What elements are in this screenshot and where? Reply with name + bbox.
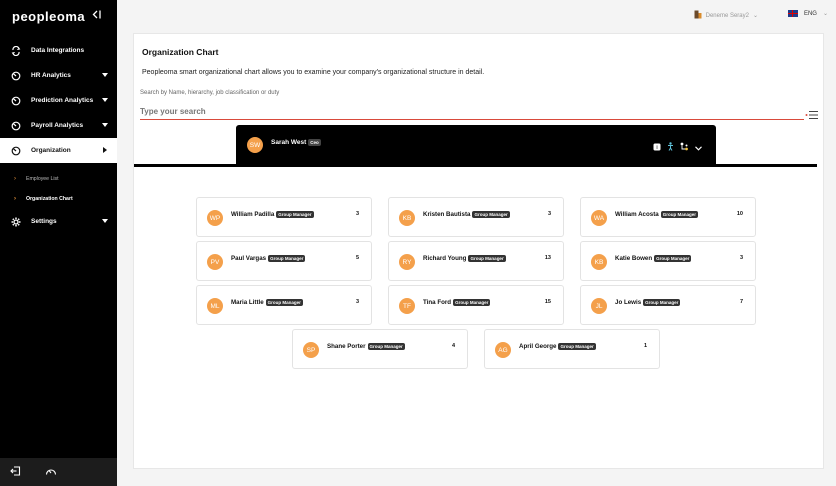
employee-name-row: [327, 343, 405, 350]
employee-name-row: [423, 211, 510, 218]
gear-icon: [11, 217, 21, 227]
role-badge: Group Manager: [470, 256, 504, 261]
subordinate-count: 4: [451, 343, 455, 349]
sidebar-nav: [0, 38, 117, 234]
sidebar-item-settings[interactable]: [0, 209, 117, 234]
sidebar-item-label: Payroll Analytics: [31, 122, 84, 129]
sidebar-subitem-organization-chart[interactable]: [0, 189, 117, 209]
company-name: Deneme Seray2: [705, 12, 749, 19]
sidebar-subitem-employee-list[interactable]: [0, 169, 117, 189]
avatar: KB: [399, 210, 415, 226]
role-badge: Group Manager: [656, 256, 690, 261]
employee-name: Tina Ford: [423, 299, 452, 307]
role-badge: Group Manager: [645, 300, 679, 305]
caret-right-icon: [103, 147, 107, 153]
employee-name: Shane Porter: [327, 343, 366, 351]
employee-card[interactable]: [388, 197, 564, 237]
app-logo: peopleoma: [12, 9, 86, 24]
sidebar: [0, 0, 117, 486]
employee-card[interactable]: [196, 285, 372, 325]
gauge-icon: [11, 71, 21, 81]
employee-card[interactable]: [388, 285, 564, 325]
gauge-icon: [11, 146, 21, 156]
root-node-actions: [653, 138, 702, 156]
avatar: RY: [399, 254, 415, 270]
caret-down-icon: [102, 98, 108, 102]
employee-name: Maria Little: [231, 299, 264, 307]
gauge-icon: [11, 96, 21, 106]
info-icon[interactable]: [653, 138, 661, 156]
employee-card[interactable]: [388, 241, 564, 281]
sidebar-item-hr-analytics[interactable]: [0, 63, 117, 88]
role-badge: Group Manager: [560, 344, 594, 349]
employee-name-row: [231, 299, 303, 306]
avatar: ML: [207, 298, 223, 314]
hierarchy-icon[interactable]: [680, 138, 689, 156]
avatar: TF: [399, 298, 415, 314]
subordinate-count: 3: [355, 299, 359, 305]
svg-text:i: i: [656, 145, 658, 151]
collapse-sidebar-icon[interactable]: [92, 10, 102, 22]
uk-flag-icon: [788, 10, 798, 17]
chevron-down-icon: ⌄: [752, 13, 758, 19]
company-selector[interactable]: [694, 10, 758, 21]
sidebar-subitem-label: Organization Chart: [26, 196, 73, 202]
employee-name: William Acosta: [615, 211, 659, 219]
role-badge: Group Manager: [455, 300, 489, 305]
avatar: PV: [207, 254, 223, 270]
employee-card[interactable]: [580, 241, 756, 281]
employee-name-row: [231, 255, 305, 262]
employee-card[interactable]: [580, 285, 756, 325]
role-badge: Ceo: [310, 140, 319, 145]
caret-down-icon: [102, 73, 108, 77]
root-node-name: [271, 139, 321, 146]
employee-name: Richard Young: [423, 255, 467, 263]
search-label: Search by Name, hierarchy, job classification or duty: [140, 90, 280, 96]
sync-icon: [11, 46, 21, 56]
employee-name-row: [615, 299, 680, 306]
sidebar-item-label: HR Analytics: [31, 72, 71, 79]
sidebar-item-organization[interactable]: [0, 138, 117, 163]
sidebar-item-label: Settings: [31, 218, 57, 225]
avatar: WP: [207, 210, 223, 226]
speedometer-icon[interactable]: [45, 463, 57, 481]
employee-card[interactable]: [484, 329, 660, 369]
employee-name-row: [615, 255, 691, 262]
employee-name: Jo Lewis: [615, 299, 642, 307]
language-code: ENG: [803, 10, 817, 17]
chevron-down-icon: ⌄: [822, 11, 828, 17]
subordinate-count: 13: [544, 255, 551, 261]
sidebar-item-label: Prediction Analytics: [31, 97, 94, 104]
avatar: SP: [303, 342, 319, 358]
main-panel: [133, 33, 824, 469]
subordinate-count: 15: [544, 299, 551, 305]
hierarchy-divider: [134, 164, 817, 167]
avatar: KB: [591, 254, 607, 270]
logout-icon[interactable]: [10, 463, 21, 481]
employee-name: Katie Bowen: [615, 255, 653, 263]
page-description: Peopleoma smart organizational chart allows you to examine your company's organizational structure in detail.: [142, 69, 485, 76]
subordinate-count: 3: [355, 211, 359, 217]
subordinate-count: 3: [739, 255, 743, 261]
chevron-right-icon: ›: [14, 176, 16, 182]
search-input[interactable]: [140, 104, 804, 120]
sidebar-item-label: Organization: [31, 147, 71, 154]
filter-list-icon[interactable]: [805, 107, 819, 117]
role-badge: Group Manager: [278, 212, 312, 217]
employee-name: Sarah West: [271, 139, 307, 147]
employee-name-row: [519, 343, 596, 350]
gauge-icon: [11, 121, 21, 131]
employee-name: Kristen Bautista: [423, 211, 471, 219]
avatar: AG: [495, 342, 511, 358]
sidebar-footer: [0, 458, 117, 486]
sidebar-subitem-label: Employee List: [26, 176, 59, 182]
sidebar-item-prediction-analytics[interactable]: [0, 88, 117, 113]
building-icon: [694, 10, 702, 21]
caret-down-icon: [102, 219, 108, 223]
subordinate-count: 3: [547, 211, 551, 217]
avatar: JL: [591, 298, 607, 314]
subordinate-count: 1: [643, 343, 647, 349]
role-badge: Group Manager: [474, 212, 508, 217]
employee-card[interactable]: [196, 197, 372, 237]
language-selector[interactable]: [788, 10, 828, 17]
employee-card[interactable]: [196, 241, 372, 281]
subordinate-count: 7: [739, 299, 743, 305]
subordinate-count: 10: [736, 211, 743, 217]
employee-name: Paul Vargas: [231, 255, 267, 263]
role-badge: Group Manager: [369, 344, 403, 349]
role-badge: Group Manager: [662, 212, 696, 217]
employee-card[interactable]: [580, 197, 756, 237]
avatar: WA: [591, 210, 607, 226]
role-badge: Group Manager: [267, 300, 301, 305]
employee-card[interactable]: [292, 329, 468, 369]
chevron-right-icon: ›: [14, 196, 16, 202]
top-bar: [117, 0, 836, 30]
employee-name-row: [231, 211, 314, 218]
employee-name: April George: [519, 343, 557, 351]
employee-name-row: [615, 211, 698, 218]
root-node-card[interactable]: [236, 125, 716, 167]
role-badge: Group Manager: [270, 256, 304, 261]
page-title: Organization Chart: [142, 47, 219, 57]
chevron-down-icon[interactable]: [695, 138, 702, 156]
person-icon[interactable]: [667, 138, 674, 156]
employee-name: William Padilla: [231, 211, 275, 219]
avatar: SW: [247, 137, 263, 153]
sidebar-item-data-integrations[interactable]: [0, 38, 117, 63]
employee-name-row: [423, 255, 506, 262]
employee-name-row: [423, 299, 490, 306]
subordinate-count: 5: [355, 255, 359, 261]
sidebar-item-payroll-analytics[interactable]: [0, 113, 117, 138]
sidebar-item-label: Data Integrations: [31, 47, 85, 54]
caret-down-icon: [102, 123, 108, 127]
